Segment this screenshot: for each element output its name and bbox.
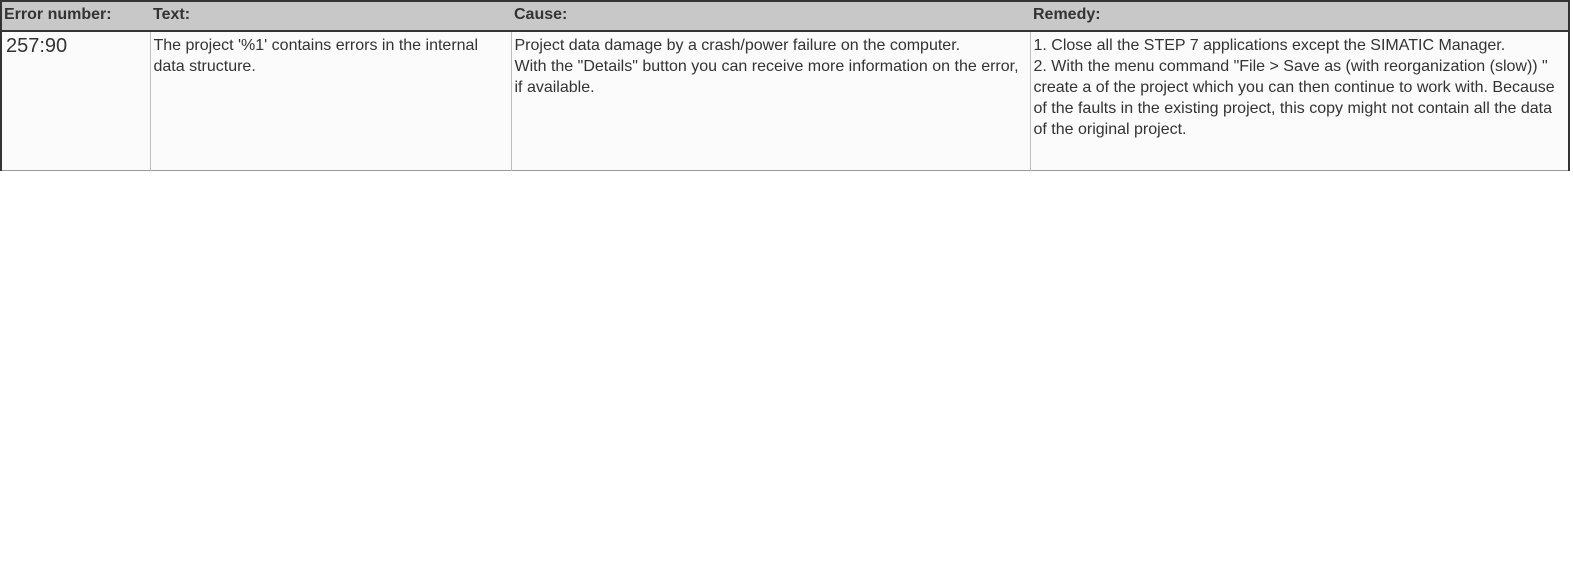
header-text: Text: (150, 1, 511, 31)
table-row (1, 31, 1569, 170)
cause-line: Project data damage by a crash/power failure on the computer. (514, 37, 961, 54)
table-body (1, 31, 1569, 170)
error-table (0, 0, 1570, 171)
table-header (1, 1, 1569, 31)
remedy-step: 1. Close all the STEP 7 applications except the SIMATIC Manager. (1033, 37, 1506, 54)
header-cause: Cause: (511, 1, 1030, 31)
remedy-cell (1030, 31, 1569, 170)
header-row (1, 1, 1569, 31)
header-error-number: Error number: (1, 1, 150, 31)
cause-cell (511, 31, 1030, 170)
header-remedy: Remedy: (1030, 1, 1569, 31)
error-number-cell: 257:90 (1, 31, 150, 170)
remedy-step: 2. With the menu command "File > Save as (with reorganization (slow)) " create a of the project which you can then continue to work with. Because of the faults in the existing project, this copy might not contain all the data of the original project. (1033, 58, 1555, 138)
cause-line: With the "Details" button you can receive more information on the error, if available. (514, 58, 1019, 96)
text-cell: The project '%1' contains errors in the internal data structure. (150, 31, 511, 170)
